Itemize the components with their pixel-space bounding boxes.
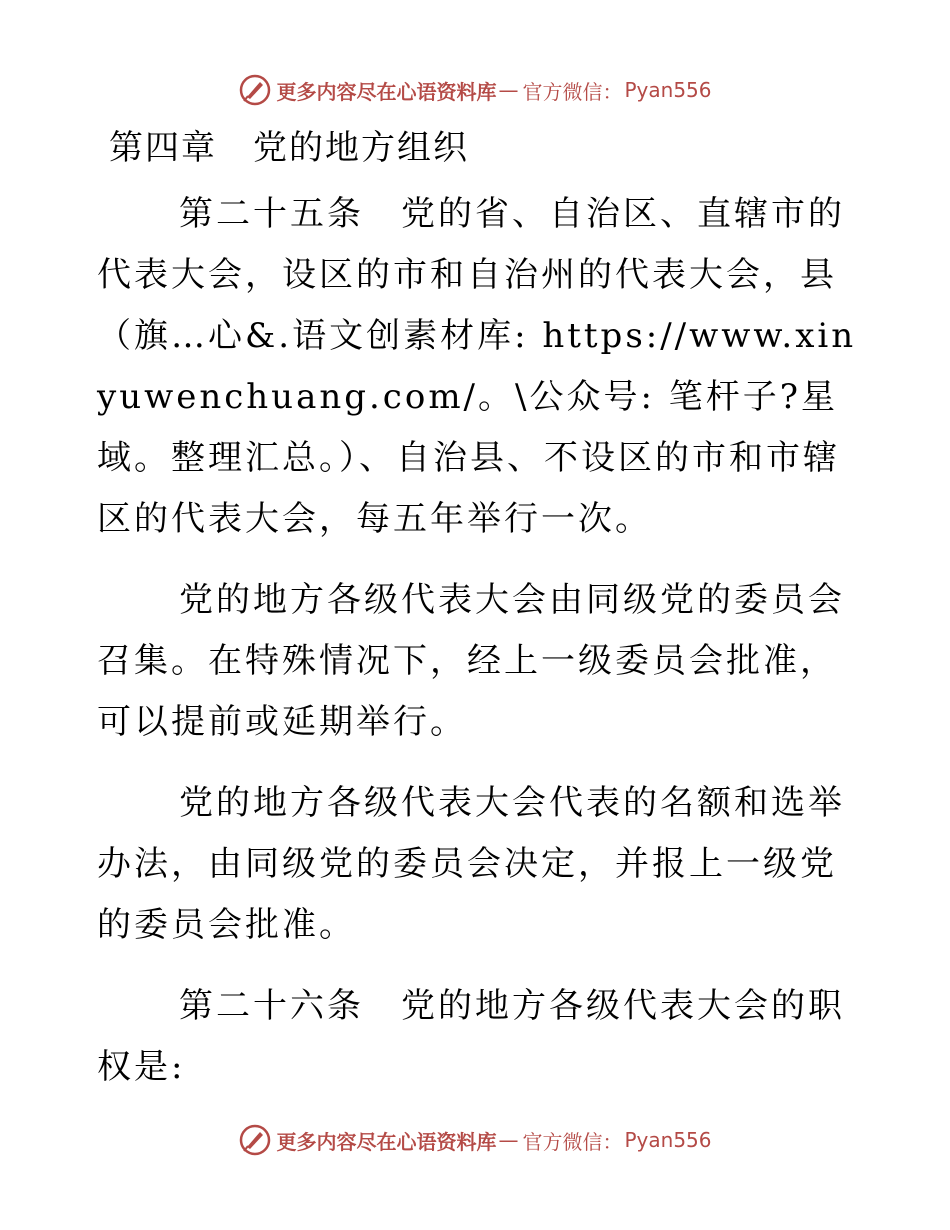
article-26-paragraph-1: 第二十六条 党的地方各级代表大会的职权是: (97, 986, 845, 1087)
watermark-footer (0, 1120, 950, 1160)
quill-pen-logo-icon (238, 1123, 272, 1157)
watermark-separator: — (498, 78, 519, 102)
document-body (97, 120, 857, 1098)
article-25-paragraph-1: 第二十五条 党的省、自治区、直辖市的代表大会，设区的市和自治州的代表大会，县（旗…心&.语文创素材库: https://www.xinyuwenchuang.com/。\公众号: 笔杆子?星域。整理汇总。）、自治县、不设区的市和市辖区的代表大会，每五年举行一次。 (97, 194, 857, 539)
chapter-title: 第四章 党的地方组织 (109, 128, 469, 168)
article-25-paragraph-2: 党的地方各级代表大会由同级党的委员会召集。在特殊情况下，经上一级委员会批准，可以提前或延期举行。 (97, 580, 845, 742)
watermark-wechat-id: Pyan556 (624, 1128, 712, 1152)
watermark-main-text: 更多内容尽在心语资料库 (276, 79, 497, 104)
watermark-wechat-label: 官方微信： (522, 1129, 623, 1154)
watermark-wechat-label: 官方微信： (522, 79, 623, 104)
watermark-header (0, 70, 950, 110)
article-25-paragraph-3: 党的地方各级代表大会代表的名额和选举办法，由同级党的委员会决定，并报上一级党的委员会批准。 (97, 783, 845, 945)
watermark-main-text: 更多内容尽在心语资料库 (276, 1129, 497, 1154)
quill-pen-logo-icon (238, 73, 272, 107)
watermark-wechat-id: Pyan556 (624, 78, 712, 102)
watermark-separator: — (498, 1128, 519, 1152)
